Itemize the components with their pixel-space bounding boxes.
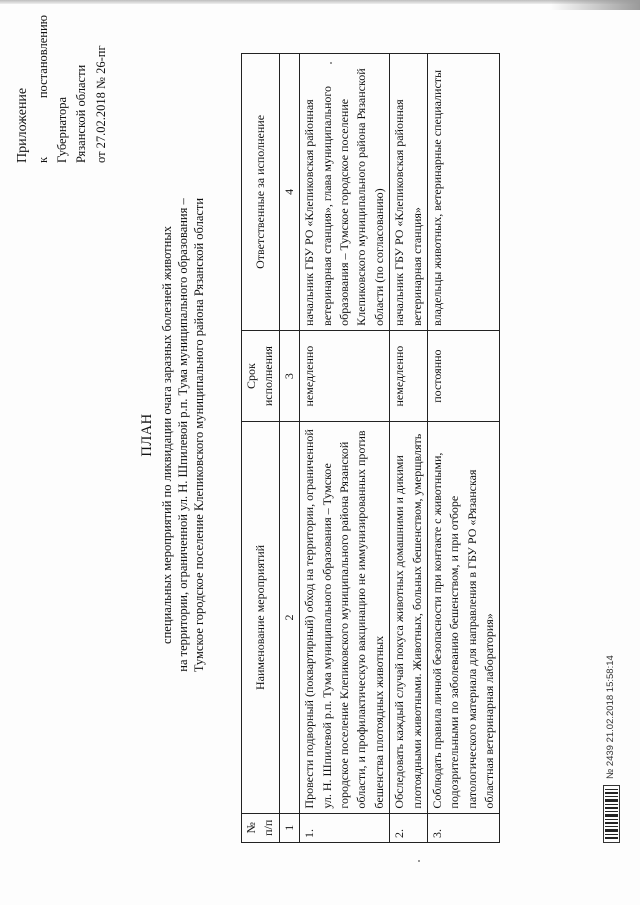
appendix-title: Приложение [15,87,30,163]
row-number: 3. [427,813,500,842]
row-term: немедленно [300,330,390,422]
row-responsible: владельцы животных, ветеринарные специалисты [427,54,500,331]
column-number: 3 [279,330,299,422]
plan-title: ПЛАН [139,413,155,457]
row-responsible: начальник ГБУ РО «Клепиковская районная ветеринарная станция» [390,54,428,331]
plan-heading [138,125,208,745]
row-number: 1. [300,813,390,842]
header-responsible: Ответственные за исполнение [242,54,280,331]
table-row [427,54,500,843]
column-number: 1 [279,813,299,842]
row-action: Провести подворный (поквартирный) обход на территории, ограниченной ул. Н. Шпилевой р.п. Тума муниципального образования – Тумское городское поселение Клепиковского муниципального района Рязанской области, и профилактическую вакцинацию не иммунизированных против бешенства плотоядных животных [300,422,390,813]
appendix-line-3: от 27.02.2018 № 26-пг [93,45,108,163]
registration-stamp [600,483,624,843]
header-number: № п/п [242,813,280,842]
row-term: постоянно [427,330,500,422]
column-number-row [279,54,299,843]
appendix-block [12,15,111,163]
header-action: Наименование мероприятий [242,422,280,813]
column-number: 2 [279,422,299,813]
row-responsible: начальник ГБУ РО «Клепиковская районная ветеринарная станция», глава муниципального образования – Тумское городское поселение Клепиковского муниципального района Рязанской области (по согласованию) [300,54,390,331]
table-row [300,54,390,843]
row-action: Обследовать каждый случай покуса животных домашними и дикими плотоядными животными. Животных, больных бешенством, умерщвлять [390,422,428,813]
plan-subtitle-3: Тумское городское поселение Клепиковского муниципального района Рязанской области [192,197,207,673]
table-row [390,54,428,843]
header-term: Срок исполнения [242,330,280,422]
appendix-line-2: Рязанской области [74,64,89,163]
barcode-icon [603,785,620,843]
row-term: немедленно [390,330,428,422]
table-header-row [242,54,280,843]
column-number: 4 [279,54,299,331]
plan-subtitle-2: на территории, ограниченной ул. Н. Шпилевой р.п. Тума муниципального образования – [176,198,191,672]
plan-table [241,53,500,843]
plan-subtitle-1: специальных мероприятий по ликвидации очага заразных болезней животных [159,226,174,644]
row-action: Соблюдать правила личной безопасности при контакте с животными, подозрительными по заболеванию бешенством, и при отборе патологического материала для направления в ГБУ РО «Рязанская областная ветеринарная лаборатория» [427,422,500,813]
appendix-line-1: к постановлению Губернатора [35,15,70,163]
row-number: 2. [390,813,428,842]
stamp-text: № 2439 21.02.2018 15:58:14 [605,655,616,779]
